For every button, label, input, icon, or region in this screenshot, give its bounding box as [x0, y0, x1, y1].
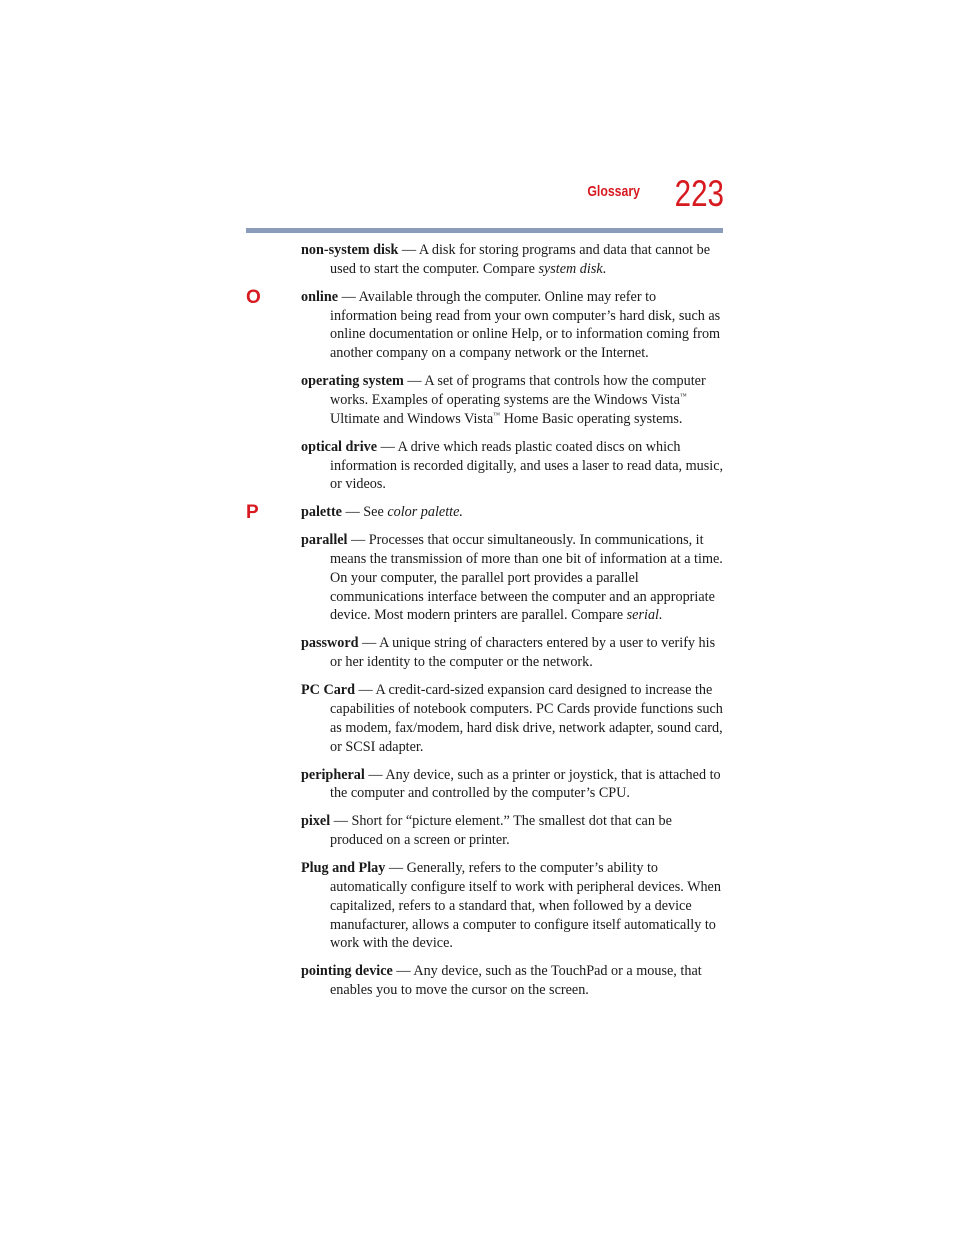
section-letter-p: P [246, 502, 259, 524]
definition-text: Home Basic operating systems. [500, 410, 683, 427]
section-title: Glossary [587, 183, 640, 200]
glossary-term: peripheral [301, 766, 365, 783]
definition-text: . [602, 260, 607, 277]
glossary-entries [246, 241, 726, 1009]
glossary-entry-operating-system [301, 372, 726, 428]
glossary-entry-pixel [301, 812, 726, 850]
glossary-entry-plug-and-play [301, 859, 726, 953]
cross-reference: system disk [538, 260, 603, 277]
definition-text: Any device, such as a printer or joystick, that is attached to the computer and controlled by the computer’s CPU. [330, 766, 721, 802]
dash: — [347, 532, 369, 549]
glossary-entry-optical-drive [301, 438, 726, 494]
cross-reference: serial. [626, 607, 663, 624]
header-rule [246, 228, 723, 233]
definition-text: A drive which reads plastic coated discs on which information is recorded digitally, and uses a laser to read data, music, or videos. [330, 438, 724, 493]
glossary-term: pixel [301, 813, 331, 830]
glossary-entry-pc-card [301, 681, 726, 756]
glossary-term: Plug and Play [301, 860, 386, 877]
trademark-symbol: ™ [679, 391, 687, 400]
dash: — [392, 963, 414, 980]
definition-text: Any device, such as the TouchPad or a mouse, that enables you to move the cursor on the screen. [330, 963, 702, 999]
trademark-symbol: ™ [493, 410, 501, 419]
definition-text: A disk for storing programs and data that cannot be used to start the computer. Compare [330, 242, 711, 277]
dash: — [377, 438, 398, 455]
definition-text: See [363, 504, 388, 521]
definition-text: A set of programs that controls how the computer works. Examples of operating systems are the Windows Vista [330, 373, 706, 408]
definition-text: A credit-card-sized expansion card designed to increase the capabilities of notebook computers. PC Cards provide functions such as modem, fax/modem, hard disk drive, network adapter, sound card, or SCSI adapter. [330, 682, 723, 755]
dash: — [338, 288, 359, 305]
definition-text: Processes that occur simultaneously. In communications, it means the transmission of more than one bit of information at a time. On your computer, the parallel port provides a parallel communications interface between the computer and an appropriate device. Most modern printers are parallel. Compare [330, 532, 723, 624]
dash: — [330, 813, 352, 830]
dash: — [385, 860, 407, 877]
dash: — [358, 635, 380, 652]
glossary-term: online [301, 288, 339, 305]
glossary-entry-password [301, 634, 726, 672]
page-number: 223 [674, 173, 724, 214]
glossary-entry-non-system-disk [301, 241, 726, 279]
glossary-term: password [301, 635, 359, 652]
glossary-entry-palette [246, 502, 726, 524]
glossary-term: operating system [301, 373, 404, 390]
dash: — [403, 373, 425, 390]
glossary-entry-online [246, 286, 726, 363]
glossary-entry-parallel [301, 531, 726, 625]
definition-text: Ultimate and Windows Vista [330, 410, 494, 427]
dash: — [364, 766, 386, 783]
definition-text: A unique string of characters entered by a user to verify his or her identity to the computer or the network. [330, 635, 716, 671]
definition-text: Short for “picture element.” The smallest dot that can be produced on a screen or printer. [330, 813, 672, 849]
glossary-term: pointing device [301, 963, 393, 980]
glossary-term: PC Card [301, 682, 355, 699]
glossary-entry-pointing-device [301, 962, 726, 1000]
dash: — [341, 504, 364, 521]
cross-reference: color palette. [387, 504, 463, 521]
glossary-term: palette [301, 504, 342, 521]
glossary-entry-peripheral [301, 766, 726, 804]
glossary-term: parallel [301, 532, 348, 549]
dash: — [355, 682, 376, 699]
section-letter-o: O [246, 286, 261, 308]
definition-text: Available through the computer. Online may refer to information being read from your own computer’s hard disk, such as online documentation or online Help, or to information coming from another company on a company network or the Internet. [330, 288, 721, 362]
glossary-term: optical drive [301, 438, 378, 455]
definition-text: Generally, refers to the computer’s ability to automatically configure itself to work with peripheral devices. When capitalized, refers to a standard that, when followed by a device manufacturer, allows a computer to configure itself automatically to work with the device. [330, 860, 721, 952]
dash: — [398, 242, 419, 258]
glossary-term: non-system disk [301, 242, 399, 258]
